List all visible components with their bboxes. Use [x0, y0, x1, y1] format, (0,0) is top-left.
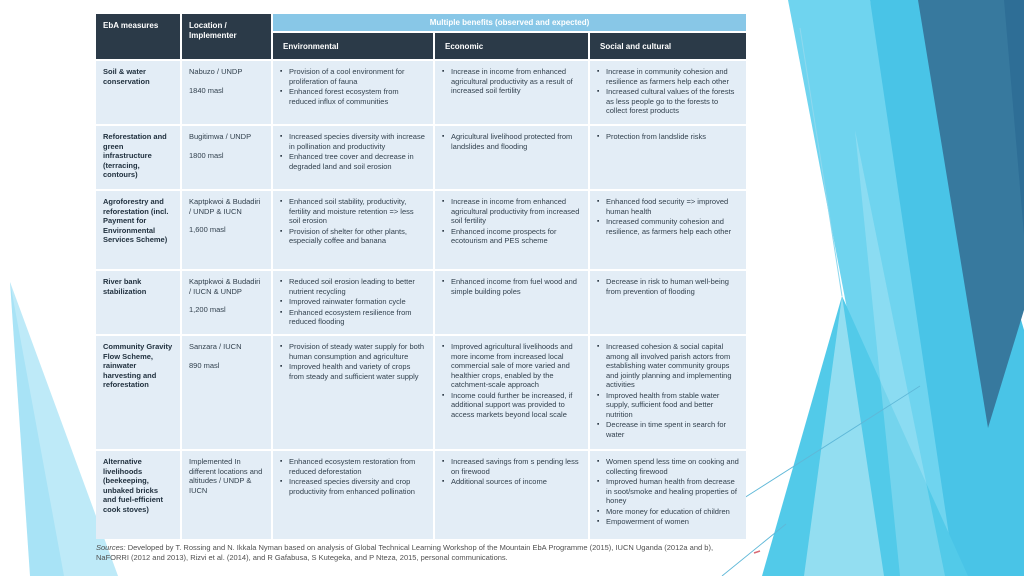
- bullet-item: [597, 277, 739, 296]
- bullet-icon: ▪: [597, 343, 600, 350]
- bullet-text: Empowerment of women: [606, 517, 689, 527]
- location-cell: [182, 336, 271, 449]
- economic-cell: [435, 191, 588, 269]
- bullet-item: [280, 67, 426, 86]
- bullet-icon: ▪: [280, 133, 283, 140]
- bullet-icon: ▪: [280, 227, 283, 235]
- economic-cell: [435, 451, 588, 539]
- bullet-text: Improved health and variety of crops from steady and sufficient water supply: [289, 362, 419, 381]
- bullet-text: Provision of steady water supply for both human consumption and agriculture: [289, 342, 425, 361]
- bullet-text: Women spend less time on cooking and collecting firewood: [606, 457, 739, 476]
- bullet-icon: ▪: [442, 227, 445, 235]
- bullet-item: [442, 342, 581, 390]
- bullet-text: Reduced soil erosion leading to better nutrient recycling: [289, 277, 415, 296]
- bullet-icon: ▪: [597, 88, 600, 96]
- bullet-icon: ▪: [280, 458, 283, 465]
- column-header-social-cultural: Social and cultural: [590, 33, 746, 59]
- bullet-item: [597, 197, 739, 216]
- bullet-text: Decrease in time spent in search for water: [606, 420, 727, 439]
- bullet-text: Increased savings from s pending less on firewood: [451, 457, 579, 476]
- bullet-item: [442, 391, 581, 420]
- bullet-icon: ▪: [442, 478, 445, 486]
- column-header-location-implementer: Location / Implementer: [182, 14, 271, 59]
- table-row: [96, 191, 746, 269]
- bullet-text: Decrease in risk to human well-being from prevention of flooding: [606, 277, 729, 296]
- bullet-icon: ▪: [280, 478, 283, 486]
- altitude-text: 890 masl: [189, 360, 220, 370]
- bullet-item: [442, 227, 581, 246]
- bullet-item: [280, 342, 426, 361]
- bullet-icon: ▪: [442, 133, 445, 140]
- location-cell: [182, 191, 271, 269]
- bullet-item: [280, 297, 426, 307]
- bullet-text: Enhanced ecosystem resilience from reduced flooding: [289, 307, 412, 327]
- location-text: Bugitimwa / UNDP: [189, 132, 252, 141]
- bullet-text: Improved human health from decrease in soot/smoke and healing properties of honey: [606, 477, 737, 506]
- bullet-text: Enhanced ecosystem restoration from reduced deforestation: [289, 457, 416, 476]
- altitude-text: 1,600 masl: [189, 225, 226, 235]
- column-header-environmental: Environmental: [273, 33, 433, 59]
- table-row: [96, 336, 746, 449]
- measure-cell: Alternative livelihoods (beekeeping, unbaked bricks and fuel-efficient cook stoves): [96, 451, 180, 539]
- measure-cell: Soil & water conservation: [96, 61, 180, 124]
- bullet-icon: ▪: [442, 458, 445, 465]
- economic-cell: [435, 271, 588, 334]
- bullet-text: Enhanced forest ecosystem from reduced influx of communities: [289, 87, 399, 106]
- bullet-item: [442, 457, 581, 476]
- location-text: Kaptpkwoi & Budadiri / UNDP & IUCN: [189, 197, 261, 216]
- bullet-text: Improved agricultural livelihoods and more income from increased local commercial sale of more varied and healthier crops, enabled by the catchment-scale approach: [451, 342, 573, 390]
- bullet-icon: ▪: [280, 153, 283, 161]
- bullet-text: Protection from landslide risks: [606, 132, 707, 141]
- environmental-cell: [273, 61, 433, 124]
- measure-cell: Agroforestry and reforestation (incl. Payment for Environmental Services Scheme): [96, 191, 180, 269]
- bullet-icon: ▪: [442, 278, 445, 285]
- bullet-text: Increased species diversity and crop productivity from enhanced pollination: [289, 477, 415, 496]
- bullet-item: [597, 132, 739, 142]
- bullet-item: [597, 87, 739, 116]
- bullet-item: [280, 197, 426, 226]
- bullet-text: Enhanced soil stability, productivity, fertility and moisture retention => less soil erosion: [289, 197, 414, 226]
- bullet-text: Enhanced income from fuel wood and simple building poles: [451, 277, 577, 296]
- sources-note: [96, 543, 744, 563]
- bullet-text: Improved rainwater formation cycle: [289, 297, 406, 307]
- location-cell: [182, 451, 271, 539]
- eba-benefits-table: [96, 14, 746, 563]
- table-body: [96, 61, 746, 539]
- location-cell: [182, 126, 271, 189]
- table-row: [96, 61, 746, 124]
- bullet-item: [280, 152, 426, 171]
- sources-label: Sources:: [96, 543, 126, 552]
- bullet-icon: ▪: [442, 198, 445, 205]
- bullet-item: [442, 477, 581, 487]
- bullet-item: [280, 87, 426, 106]
- bullet-item: [597, 342, 739, 390]
- bullet-icon: ▪: [442, 343, 445, 350]
- social-cell: [590, 271, 746, 334]
- location-text: Implemented In different locations and altitudes / UNDP & IUCN: [189, 457, 263, 495]
- measure-cell: Reforestation and green infrastructure (terracing, contours): [96, 126, 180, 189]
- bullet-icon: ▪: [442, 68, 445, 75]
- bullet-text: Additional sources of income: [451, 477, 547, 487]
- social-cell: [590, 61, 746, 124]
- bullet-item: [280, 457, 426, 476]
- bullet-item: [597, 457, 739, 476]
- location-text: Kaptpkwoi & Budadiri / IUCN & UNDP: [189, 277, 261, 296]
- bullet-text: Enhanced food security => improved human health: [606, 197, 729, 216]
- bullet-icon: ▪: [597, 518, 600, 526]
- benefits-subheader-row: [273, 33, 746, 59]
- bullet-text: Agricultural livelihood protected from landslides and flooding: [451, 132, 573, 151]
- bullet-icon: ▪: [280, 363, 283, 371]
- bullet-icon: ▪: [597, 391, 600, 399]
- table-header: [96, 14, 746, 59]
- bullet-icon: ▪: [597, 198, 600, 205]
- location-cell: [182, 61, 271, 124]
- benefits-header-group: [273, 14, 746, 59]
- table-row: [96, 271, 746, 334]
- bullet-icon: ▪: [597, 133, 600, 140]
- bullet-item: [597, 391, 739, 420]
- bullet-text: Increased species diversity with increase in pollination and productivity: [289, 132, 425, 151]
- bullet-text: More money for education of children: [606, 506, 730, 516]
- table-row: [96, 451, 746, 539]
- social-cell: [590, 191, 746, 269]
- location-text: Sanzara / IUCN: [189, 342, 242, 351]
- bullet-item: [597, 217, 739, 236]
- bullet-item: [280, 477, 426, 496]
- bullet-text: Provision of shelter for other plants, especially coffee and banana: [289, 226, 407, 246]
- environmental-cell: [273, 451, 433, 539]
- bullet-item: [597, 420, 739, 439]
- bullet-icon: ▪: [597, 458, 600, 465]
- sources-text: Developed by T. Rossing and N. Ikkala Nyman based on analysis of Global Technical Learning Workshop of the Mountain EbA Programme (2015), IUCN Uganda (2012a and b), NaFORRI (2012 and 2013), Rizvi et al. (2014), and R Gafabusa, S Kutegeka, and P Nteza, 2015, personal communications.: [96, 543, 714, 562]
- bullet-item: [280, 277, 426, 296]
- economic-cell: [435, 336, 588, 449]
- measure-cell: Community Gravity Flow Scheme, rainwater harvesting and reforestation: [96, 336, 180, 449]
- bullet-text: Increased cultural values of the forests as less people go to the forests to collect forest products: [606, 87, 735, 116]
- bullet-item: [597, 517, 739, 527]
- bullet-icon: ▪: [280, 198, 283, 205]
- bullet-text: Provision of a cool environment for proliferation of fauna: [289, 67, 405, 86]
- location-cell: [182, 271, 271, 334]
- bullet-item: [442, 197, 581, 226]
- bullet-icon: ▪: [280, 298, 283, 306]
- bullet-text: Increased cohesion & social capital among all involved parish actors from establishing water community groups and jointly planning and implementing activities: [606, 342, 732, 390]
- column-header-economic: Economic: [435, 33, 588, 59]
- bullet-text: Increase in income from enhanced agricultural productivity as a result of increased soil fertility: [451, 67, 573, 96]
- bullet-icon: ▪: [597, 507, 600, 515]
- bullet-text: Increased community cohesion and resilience, as farmers help each other: [606, 217, 732, 236]
- table-row: [96, 126, 746, 189]
- bullet-text: Increase in community cohesion and resilience as farmers help each other: [606, 67, 729, 86]
- environmental-cell: [273, 126, 433, 189]
- altitude-text: 1,200 masl: [189, 305, 226, 315]
- environmental-cell: [273, 271, 433, 334]
- column-header-eba-measures: EbA measures: [96, 14, 180, 59]
- bullet-icon: ▪: [280, 308, 283, 316]
- bullet-text: Income could further be increased, if additional support was provided to access markets beyond local scale: [451, 390, 573, 419]
- bullet-item: [597, 507, 739, 517]
- measure-cell: River bank stabilization: [96, 271, 180, 334]
- bullet-item: [280, 308, 426, 327]
- economic-cell: [435, 126, 588, 189]
- bullet-icon: ▪: [280, 68, 283, 75]
- bullet-text: Enhanced tree cover and decrease in degraded land and soil erosion: [289, 152, 414, 171]
- bullet-icon: ▪: [280, 88, 283, 96]
- location-text: Nabuzo / UNDP: [189, 67, 243, 76]
- environmental-cell: [273, 191, 433, 269]
- bullet-item: [280, 227, 426, 246]
- bullet-icon: ▪: [280, 343, 283, 350]
- environmental-cell: [273, 336, 433, 449]
- bullet-item: [442, 67, 581, 96]
- altitude-text: 1800 masl: [189, 150, 224, 160]
- bullet-item: [442, 132, 581, 151]
- social-cell: [590, 336, 746, 449]
- economic-cell: [435, 61, 588, 124]
- altitude-text: 1840 masl: [189, 85, 224, 95]
- bullet-icon: ▪: [442, 391, 445, 399]
- social-cell: [590, 451, 746, 539]
- bullet-icon: ▪: [280, 278, 283, 285]
- bullet-item: [597, 477, 739, 506]
- bullet-text: Enhanced income prospects for ecotourism and PES scheme: [451, 226, 557, 246]
- bullet-icon: ▪: [597, 218, 600, 226]
- bullet-item: [442, 277, 581, 296]
- stray-mark: [754, 551, 760, 553]
- bullet-icon: ▪: [597, 421, 600, 429]
- social-cell: [590, 126, 746, 189]
- bullet-item: [280, 362, 426, 381]
- bullet-icon: ▪: [597, 278, 600, 285]
- benefits-banner: Multiple benefits (observed and expected): [273, 14, 746, 31]
- bullet-text: Increase in income from enhanced agricultural productivity from increased soil fertility: [451, 197, 580, 226]
- bullet-text: Improved health from stable water supply, sufficient food and better nutrition: [606, 390, 720, 419]
- bullet-icon: ▪: [597, 478, 600, 486]
- bullet-icon: ▪: [597, 68, 600, 75]
- bullet-item: [597, 67, 739, 86]
- bullet-item: [280, 132, 426, 151]
